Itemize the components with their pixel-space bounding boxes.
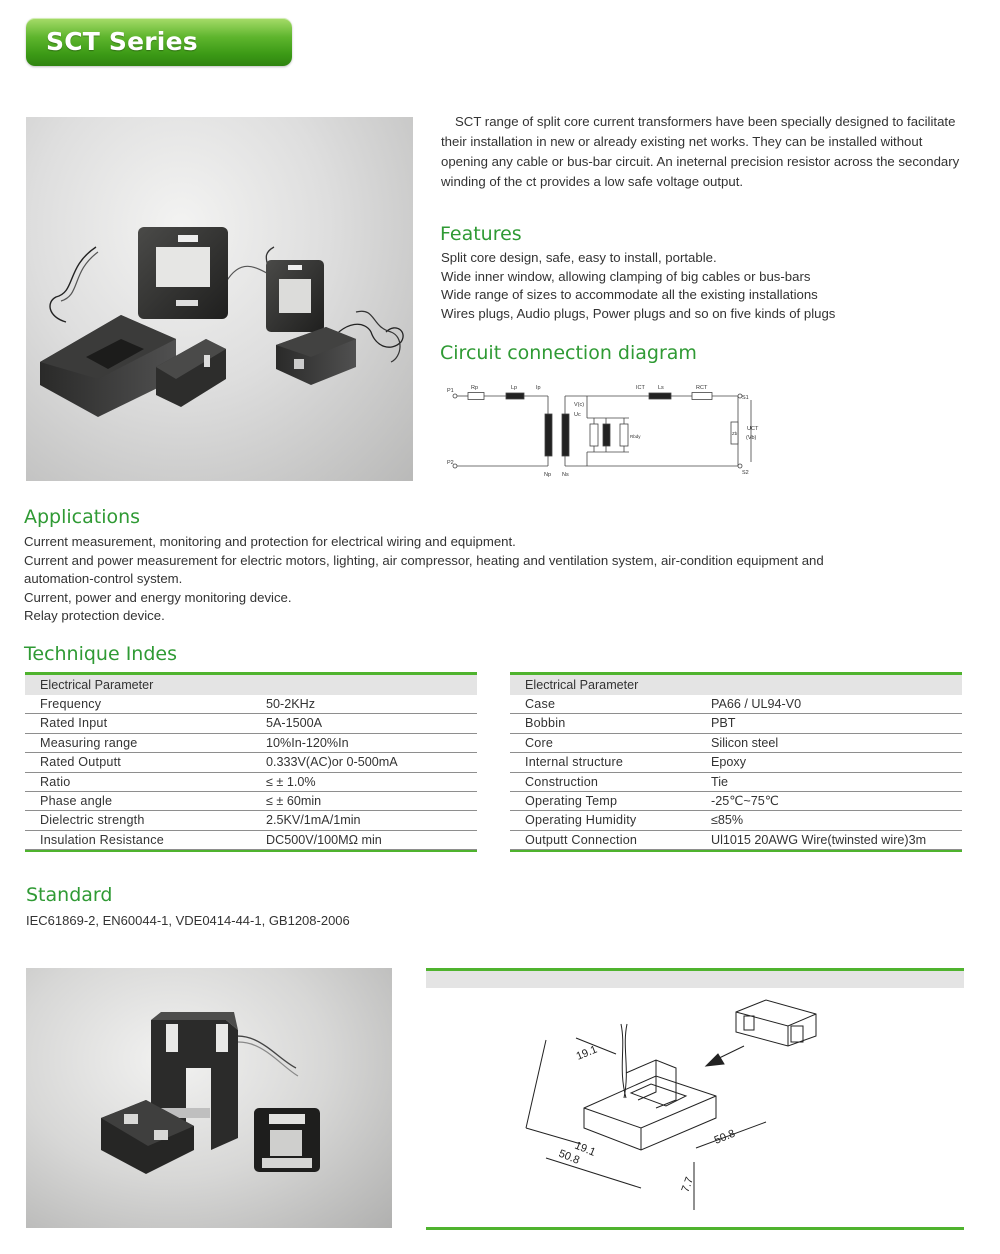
- table-row: [510, 792, 962, 811]
- product-photo-top: [26, 117, 413, 481]
- table-header: Electrical Parameter: [25, 675, 477, 695]
- features-list: [441, 249, 835, 323]
- dim-19-1-bottom: 19.1: [572, 1139, 598, 1159]
- param-value: 10%In-120%In: [266, 735, 349, 750]
- application-item: Current and power measurement for electric motors, lighting, air compressor, heating and ventilation system, air-condition equipment and: [24, 552, 824, 568]
- standard-text: IEC61869-2, EN60044-1, VDE0414-44-1, GB1208-2006: [26, 913, 350, 928]
- param-value: 50-2KHz: [266, 697, 315, 711]
- param-value: Silicon steel: [711, 735, 779, 750]
- param-name: Frequency: [40, 697, 102, 711]
- technique-heading: Technique Indes: [24, 643, 178, 665]
- param-name: Rated Input: [40, 716, 108, 731]
- table-row: [25, 753, 477, 772]
- param-name: Operating Humidity: [525, 813, 637, 828]
- application-item: automation-control system.: [24, 571, 183, 587]
- table-row: [510, 695, 962, 714]
- param-name: Rated Outputt: [40, 755, 122, 770]
- label-vb: (Vb): [746, 435, 757, 441]
- series-title: SCT Series: [46, 27, 198, 56]
- param-value: 0.333V(AC)or 0-500mA: [266, 755, 398, 770]
- circuit-diagram: [444, 378, 760, 482]
- param-value: Epoxy: [711, 755, 747, 770]
- dimension-drawing: [426, 988, 964, 1218]
- feature-item: Split core design, safe, easy to install, portable.: [441, 250, 717, 265]
- table-row: [25, 811, 477, 830]
- spec-table-right: [510, 672, 962, 852]
- table-row: [510, 753, 962, 772]
- label-zb: Zb: [732, 431, 738, 436]
- param-name: Ratio: [40, 774, 71, 789]
- label-np: Np: [544, 472, 552, 478]
- table-row: [510, 734, 962, 753]
- label-s2: S2: [742, 470, 749, 476]
- param-name: Phase angle: [40, 793, 113, 808]
- table-row: [510, 811, 962, 830]
- label-uc: Uc: [574, 412, 581, 418]
- table-header: Electrical Parameter: [510, 675, 962, 695]
- circuit-heading: Circuit connection diagram: [440, 342, 697, 364]
- table-row: [25, 695, 477, 714]
- product-photo-bottom-drawing: [26, 968, 392, 1228]
- panel-rule: [426, 1227, 964, 1230]
- applications-list: [24, 533, 974, 626]
- param-value: DC500V/100MΩ min: [266, 832, 382, 847]
- feature-item: Wires plugs, Audio plugs, Power plugs and so on five kinds of plugs: [441, 305, 836, 321]
- param-name: Operating Temp: [525, 793, 618, 808]
- table-row: [510, 773, 962, 792]
- param-value: ≤85%: [711, 813, 744, 828]
- feature-item: Wide range of sizes to accommodate all the existing installations: [441, 287, 818, 303]
- param-name: Dielectric strength: [40, 813, 145, 828]
- label-rct: RCT: [696, 385, 708, 391]
- param-name: Internal structure: [525, 755, 624, 770]
- dim-50-8-right: 50.8: [712, 1127, 737, 1147]
- panel-header-band: [426, 971, 964, 988]
- label-ip: Ip: [536, 385, 541, 391]
- standard-heading: Standard: [26, 884, 113, 906]
- application-item: Current, power and energy monitoring device.: [24, 589, 292, 605]
- table-row: [25, 773, 477, 792]
- intro-paragraph: SCT range of split core current transformers have been specially designed to facilitate their installation in new or already existing net works. They can be installed without opening any cable or bus-bar circuit. An ineternal precision resistor across the secondary winding of the ct provides a low safe voltage output.: [441, 114, 960, 189]
- table-row: [510, 831, 962, 850]
- application-item: Relay protection device.: [24, 608, 165, 624]
- param-value: Ul1015 20AWG Wire(twinsted wire)3m: [711, 832, 927, 847]
- label-s1: S1: [742, 395, 749, 401]
- label-p2: P2: [447, 460, 454, 466]
- param-name: Outputt Connection: [525, 832, 638, 847]
- param-value: 5A-1500A: [266, 716, 323, 731]
- param-value: 2.5KV/1mA/1min: [266, 813, 361, 828]
- table-row: [25, 714, 477, 733]
- param-value: PA66 / UL94-V0: [711, 697, 802, 711]
- dimension-drawing-panel: [426, 968, 964, 1230]
- table-row: [25, 734, 477, 753]
- label-ict: ICT: [636, 385, 645, 391]
- table-row: [25, 831, 477, 850]
- application-item: Current measurement, monitoring and protection for electrical wiring and equipment.: [24, 534, 516, 549]
- features-heading: Features: [440, 223, 522, 245]
- label-ns: Ns: [562, 472, 569, 478]
- param-name: Insulation Resistance: [40, 832, 164, 847]
- param-value: Tie: [711, 774, 729, 789]
- label-lp: Lp: [511, 385, 518, 391]
- dim-19-1-top: 19.1: [574, 1043, 599, 1063]
- label-p1: P1: [447, 388, 454, 394]
- label-rburden: Rbdy: [630, 434, 641, 439]
- param-value: ≤ ± 60min: [266, 793, 322, 808]
- label-uct: UCT: [747, 426, 759, 432]
- dim-7-7: 7.7: [679, 1175, 697, 1195]
- label-ls: Ls: [658, 385, 664, 391]
- table-row: [25, 792, 477, 811]
- param-value: ≤ ± 1.0%: [266, 774, 316, 789]
- label-rp: Rp: [471, 385, 479, 391]
- product-photo-bottom: [26, 968, 392, 1228]
- param-name: Measuring range: [40, 735, 138, 750]
- param-name: Core: [525, 735, 554, 750]
- param-name: Case: [525, 697, 556, 711]
- applications-heading: Applications: [24, 506, 141, 528]
- label-vc: V(c): [574, 402, 585, 408]
- series-banner: [26, 18, 292, 66]
- param-value: -25℃~75℃: [711, 793, 779, 808]
- product-photo-drawing: [26, 117, 413, 481]
- dim-50-8-left: 50.8: [556, 1147, 582, 1167]
- feature-item: Wide inner window, allowing clamping of big cables or bus-bars: [441, 268, 811, 284]
- param-name: Construction: [525, 774, 599, 789]
- table-row: [510, 714, 962, 733]
- param-name: Bobbin: [525, 716, 566, 731]
- spec-table-left: [25, 672, 477, 852]
- param-value: PBT: [711, 716, 736, 731]
